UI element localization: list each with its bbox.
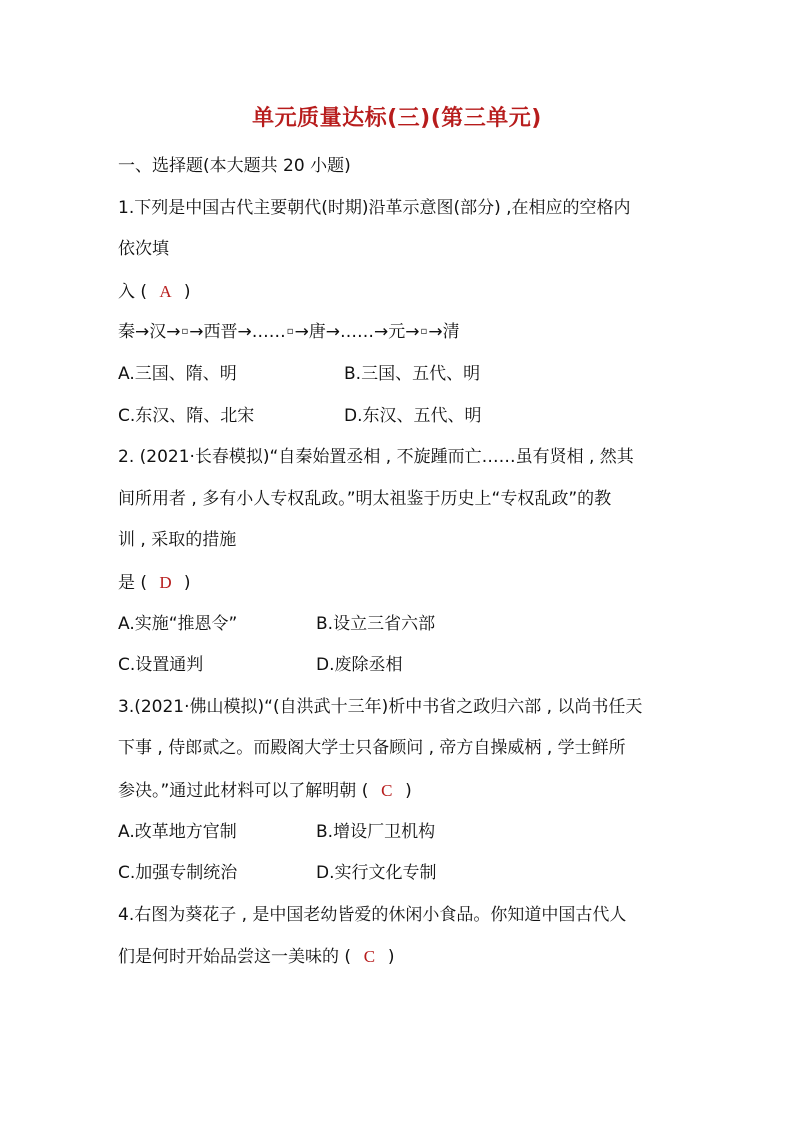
q4-suffix: ) — [387, 947, 395, 968]
q2-answer: D — [159, 572, 172, 592]
q3-option-c: C.加强专制统治 — [118, 863, 238, 884]
q2-stem-line-1: 2. (2021·长春模拟)“自秦始置丞相 , 不旋踵而亡……虽有贤相 , 然其 — [118, 447, 634, 468]
q4-prefix: 们是何时开始品尝这一美味的 ( — [118, 947, 352, 968]
q2-options-row-1 — [118, 604, 688, 646]
sequence-part-2: →西晋→…… — [189, 322, 286, 343]
sequence-part-4: →清 — [428, 322, 460, 343]
q1-option-c: C.东汉、隋、北宋 — [118, 405, 255, 426]
q3-options-row-2 — [118, 853, 688, 895]
q1-dynasty-sequence — [118, 312, 688, 354]
q2-suffix: ) — [183, 572, 191, 593]
q1-stem-line-1: 1.下列是中国古代主要朝代(时期)沿革示意图(部分) ,在相应的空格内 — [118, 197, 631, 218]
q1-options-row-2 — [118, 396, 688, 438]
q3-suffix: ) — [405, 780, 412, 801]
q3-option-d: D.实行文化专制 — [316, 863, 437, 884]
section-heading: 一、选择题(本大题共 20 小题) — [118, 156, 351, 176]
q2-option-d: D.废除丞相 — [316, 655, 403, 676]
q3-option-b: B.增设厂卫机构 — [316, 821, 436, 842]
blank-box-2: ▫ — [286, 326, 294, 338]
q1-option-a: A.三国、隋、明 — [118, 363, 237, 384]
question-list — [118, 146, 688, 978]
q4-answer: C — [363, 947, 376, 967]
q1-options-row-1 — [118, 354, 688, 396]
q1-prefix: 入 ( — [118, 281, 148, 302]
q1-stem-line-2: 依次填 — [118, 239, 169, 260]
q2-option-b: B.设立三省六部 — [316, 613, 436, 634]
page-title: 单元质量达标(三)(第三单元) — [252, 106, 542, 131]
q2-stem-line-4 — [118, 562, 688, 604]
blank-box-1: ▫ — [181, 326, 189, 338]
sequence-part-3: →唐→……→元→ — [294, 322, 420, 343]
q4-stem-line-2 — [118, 936, 688, 978]
q3-stem-line-3 — [118, 770, 688, 812]
q1-option-b: B.三国、五代、明 — [344, 363, 481, 384]
q3-prefix: 参决。”通过此材料可以了解明朝 ( — [118, 780, 369, 801]
q3-option-a: A.改革地方官制 — [118, 821, 237, 842]
q2-option-c: C.设置通判 — [118, 655, 204, 676]
blank-box-3: ▫ — [420, 326, 428, 338]
q3-stem-line-2: 下事 , 侍郎贰之。而殿阁大学士只备顾问 , 帝方自操威柄 , 学士鲜所 — [118, 738, 626, 759]
q2-option-a: A.实施“推恩令” — [118, 613, 238, 634]
q1-stem-line-3 — [118, 271, 688, 313]
sequence-part-1: 秦→汉→ — [118, 322, 181, 343]
q2-stem-line-3: 训 , 采取的措施 — [118, 530, 237, 551]
q2-stem-line-2: 间所用者 , 多有小人专权乱政。”明太祖鉴于历史上“专权乱政”的教 — [118, 488, 612, 509]
q2-options-row-2 — [118, 645, 688, 687]
q1-answer: A — [159, 281, 172, 301]
q3-options-row-1 — [118, 812, 688, 854]
q1-suffix: ) — [183, 281, 191, 302]
q4-stem-line-1: 4.右图为葵花子 , 是中国老幼皆爱的休闲小食品。你知道中国古代人 — [118, 904, 627, 925]
q3-answer: C — [381, 780, 393, 800]
q3-stem-line-1: 3.(2021·佛山模拟)“(自洪武十三年)析中书省之政归六部 , 以尚书任天 — [118, 696, 643, 717]
q1-option-d: D.东汉、五代、明 — [344, 405, 482, 426]
q2-prefix: 是 ( — [118, 572, 148, 593]
